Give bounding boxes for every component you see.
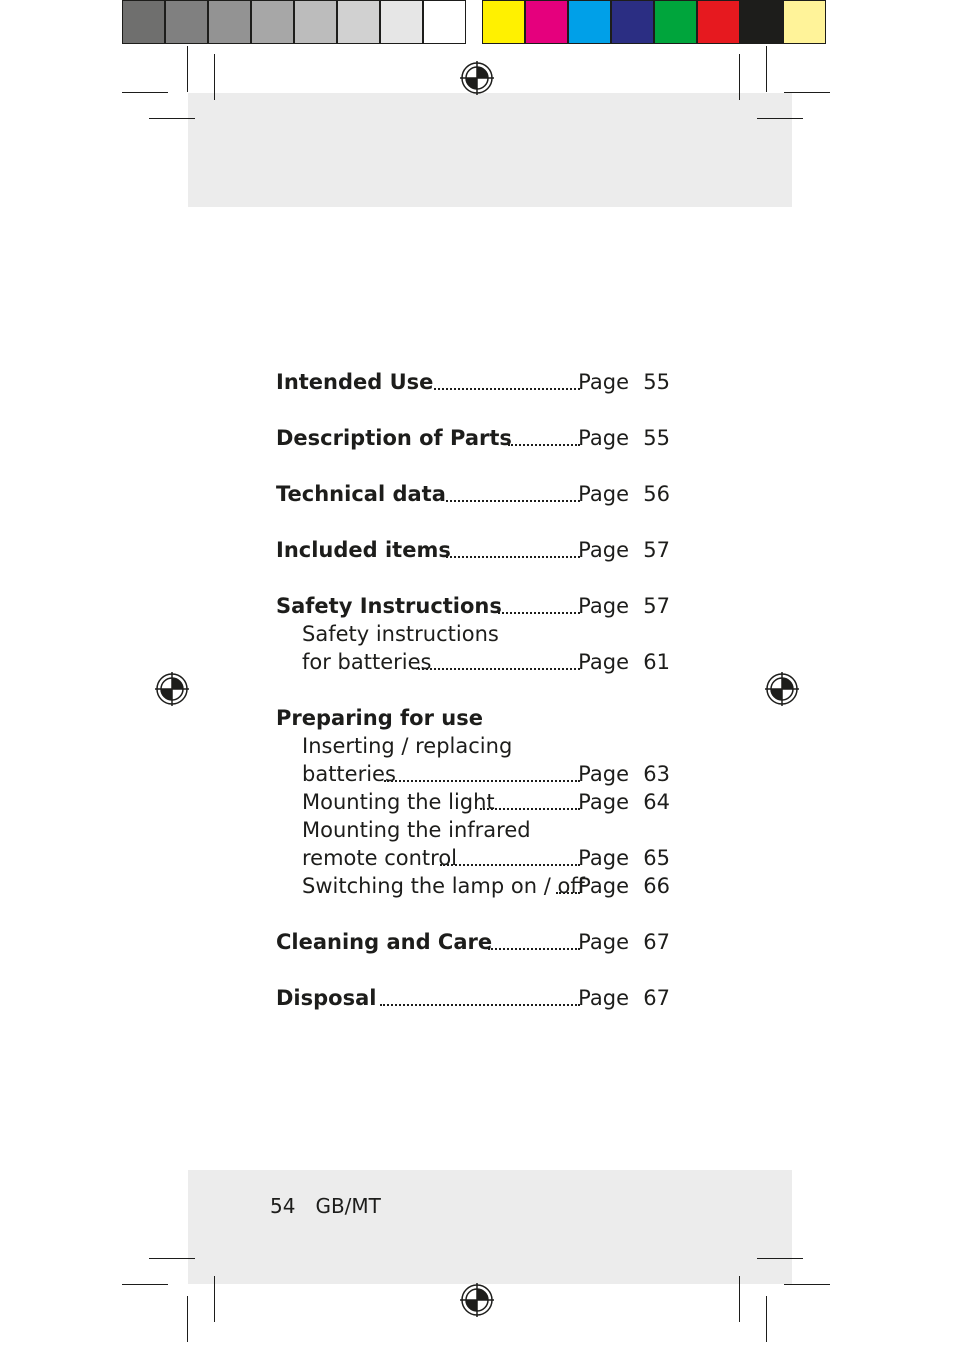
leader-dots xyxy=(446,480,580,502)
toc-entry-label: Technical data xyxy=(276,482,446,506)
yellow-swatch xyxy=(482,0,525,44)
footer-region: GB/MT xyxy=(315,1194,381,1218)
leader-dots xyxy=(480,788,580,810)
page-number: 57 xyxy=(643,594,670,618)
toc-subentry-batteries xyxy=(276,760,670,788)
leader-dots xyxy=(498,592,580,614)
toc-entry-label: remote control xyxy=(302,846,458,870)
toc-subentry-switching-lamp xyxy=(276,872,670,900)
page-word: Page xyxy=(578,594,629,618)
toc-entry-label: Safety instructions xyxy=(302,622,499,646)
toc-entry-label: Intended Use xyxy=(276,370,434,394)
black-swatch xyxy=(740,0,783,44)
page-word: Page xyxy=(578,874,629,898)
page-number: 63 xyxy=(643,762,670,786)
registration-mark-icon xyxy=(460,61,494,95)
page-word: Page xyxy=(578,762,629,786)
toc-entry-label: Inserting / replacing xyxy=(302,734,513,758)
crop-mark xyxy=(739,1276,740,1322)
toc-entry-label: batteries xyxy=(302,762,396,786)
toc-subentry-remote-control xyxy=(276,844,670,872)
gray-swatch xyxy=(294,0,337,44)
toc-entry-safety-instructions xyxy=(276,592,670,620)
toc-entry-label: Mounting the infrared xyxy=(302,818,531,842)
crop-mark xyxy=(757,1258,803,1259)
toc-entry-label: for batteries xyxy=(302,650,432,674)
gray-swatch xyxy=(208,0,251,44)
registration-mark-icon xyxy=(155,672,189,706)
crop-mark xyxy=(784,1284,830,1285)
crop-mark xyxy=(187,1296,188,1342)
page-number: 61 xyxy=(643,650,670,674)
crop-mark xyxy=(122,92,168,93)
toc-subentry-line xyxy=(276,816,670,844)
page-word: Page xyxy=(578,650,629,674)
header-band xyxy=(188,93,792,207)
toc-entry-label: Description of Parts xyxy=(276,426,512,450)
crop-mark xyxy=(214,1276,215,1322)
crop-mark xyxy=(766,1296,767,1342)
page-word: Page xyxy=(578,482,629,506)
page-number: 56 xyxy=(643,482,670,506)
leader-dots xyxy=(384,760,580,782)
gray-swatch xyxy=(165,0,208,44)
crop-mark xyxy=(214,54,215,100)
toc-entry-description-of-parts xyxy=(276,424,670,452)
page-word: Page xyxy=(578,538,629,562)
toc-entry-label: Cleaning and Care xyxy=(276,930,493,954)
page-word: Page xyxy=(578,426,629,450)
magenta-swatch xyxy=(525,0,568,44)
toc-entry-label: Mounting the light xyxy=(302,790,495,814)
red-swatch xyxy=(697,0,740,44)
toc-entry-intended-use xyxy=(276,368,670,396)
crop-mark xyxy=(122,1284,168,1285)
leader-dots xyxy=(508,424,580,446)
green-swatch xyxy=(654,0,697,44)
crop-mark xyxy=(784,92,830,93)
footer-band xyxy=(188,1170,792,1284)
toc-entry-label: Included items xyxy=(276,538,451,562)
grayscale-bar xyxy=(122,0,466,46)
footer-page-number: 54 xyxy=(270,1194,296,1218)
leader-dots xyxy=(440,844,580,866)
page-word: Page xyxy=(578,930,629,954)
light-yellow-swatch xyxy=(783,0,826,44)
toc-entry-label: Disposal xyxy=(276,986,377,1010)
page-word: Page xyxy=(578,986,629,1010)
toc-subentry-mounting-light xyxy=(276,788,670,816)
blue-swatch xyxy=(611,0,654,44)
toc-subentry-line xyxy=(276,732,670,760)
leader-dots xyxy=(418,648,580,670)
gray-swatch xyxy=(337,0,380,44)
toc-entry-included-items xyxy=(276,536,670,564)
leader-dots xyxy=(556,872,580,894)
page-number: 66 xyxy=(643,874,670,898)
page-word: Page xyxy=(578,370,629,394)
page-number: 55 xyxy=(643,370,670,394)
toc-entry-preparing-for-use xyxy=(276,704,670,732)
page-number: 67 xyxy=(643,930,670,954)
toc-entry-label: Preparing for use xyxy=(276,706,483,730)
leader-dots xyxy=(446,536,580,558)
toc-entry-label: Switching the lamp on / off xyxy=(302,874,585,898)
page-footer xyxy=(270,1192,401,1220)
page-number: 55 xyxy=(643,426,670,450)
page-word: Page xyxy=(578,846,629,870)
leader-dots xyxy=(488,928,580,950)
gray-swatch xyxy=(122,0,165,44)
toc-entry-cleaning-and-care xyxy=(276,928,670,956)
crop-mark xyxy=(739,54,740,100)
crop-mark xyxy=(149,1258,195,1259)
crop-mark xyxy=(766,46,767,92)
gray-swatch xyxy=(380,0,423,44)
registration-mark-icon xyxy=(765,672,799,706)
crop-mark xyxy=(187,46,188,92)
leader-dots xyxy=(434,368,580,390)
color-bar xyxy=(482,0,826,46)
crop-mark xyxy=(149,118,195,119)
gray-swatch xyxy=(423,0,466,44)
toc-entry-label: Safety Instructions xyxy=(276,594,502,618)
page-number: 57 xyxy=(643,538,670,562)
toc-subentry-line xyxy=(276,620,670,648)
registration-mark-icon xyxy=(460,1283,494,1317)
toc-subentry-safety-batteries xyxy=(276,648,670,676)
toc-entry-disposal xyxy=(276,984,670,1012)
toc-entry-technical-data xyxy=(276,480,670,508)
page-number: 67 xyxy=(643,986,670,1010)
page-number: 64 xyxy=(643,790,670,814)
cyan-swatch xyxy=(568,0,611,44)
table-of-contents xyxy=(276,368,670,1012)
gray-swatch xyxy=(251,0,294,44)
page-word: Page xyxy=(578,790,629,814)
crop-mark xyxy=(757,118,803,119)
page-number: 65 xyxy=(643,846,670,870)
leader-dots xyxy=(380,984,580,1006)
